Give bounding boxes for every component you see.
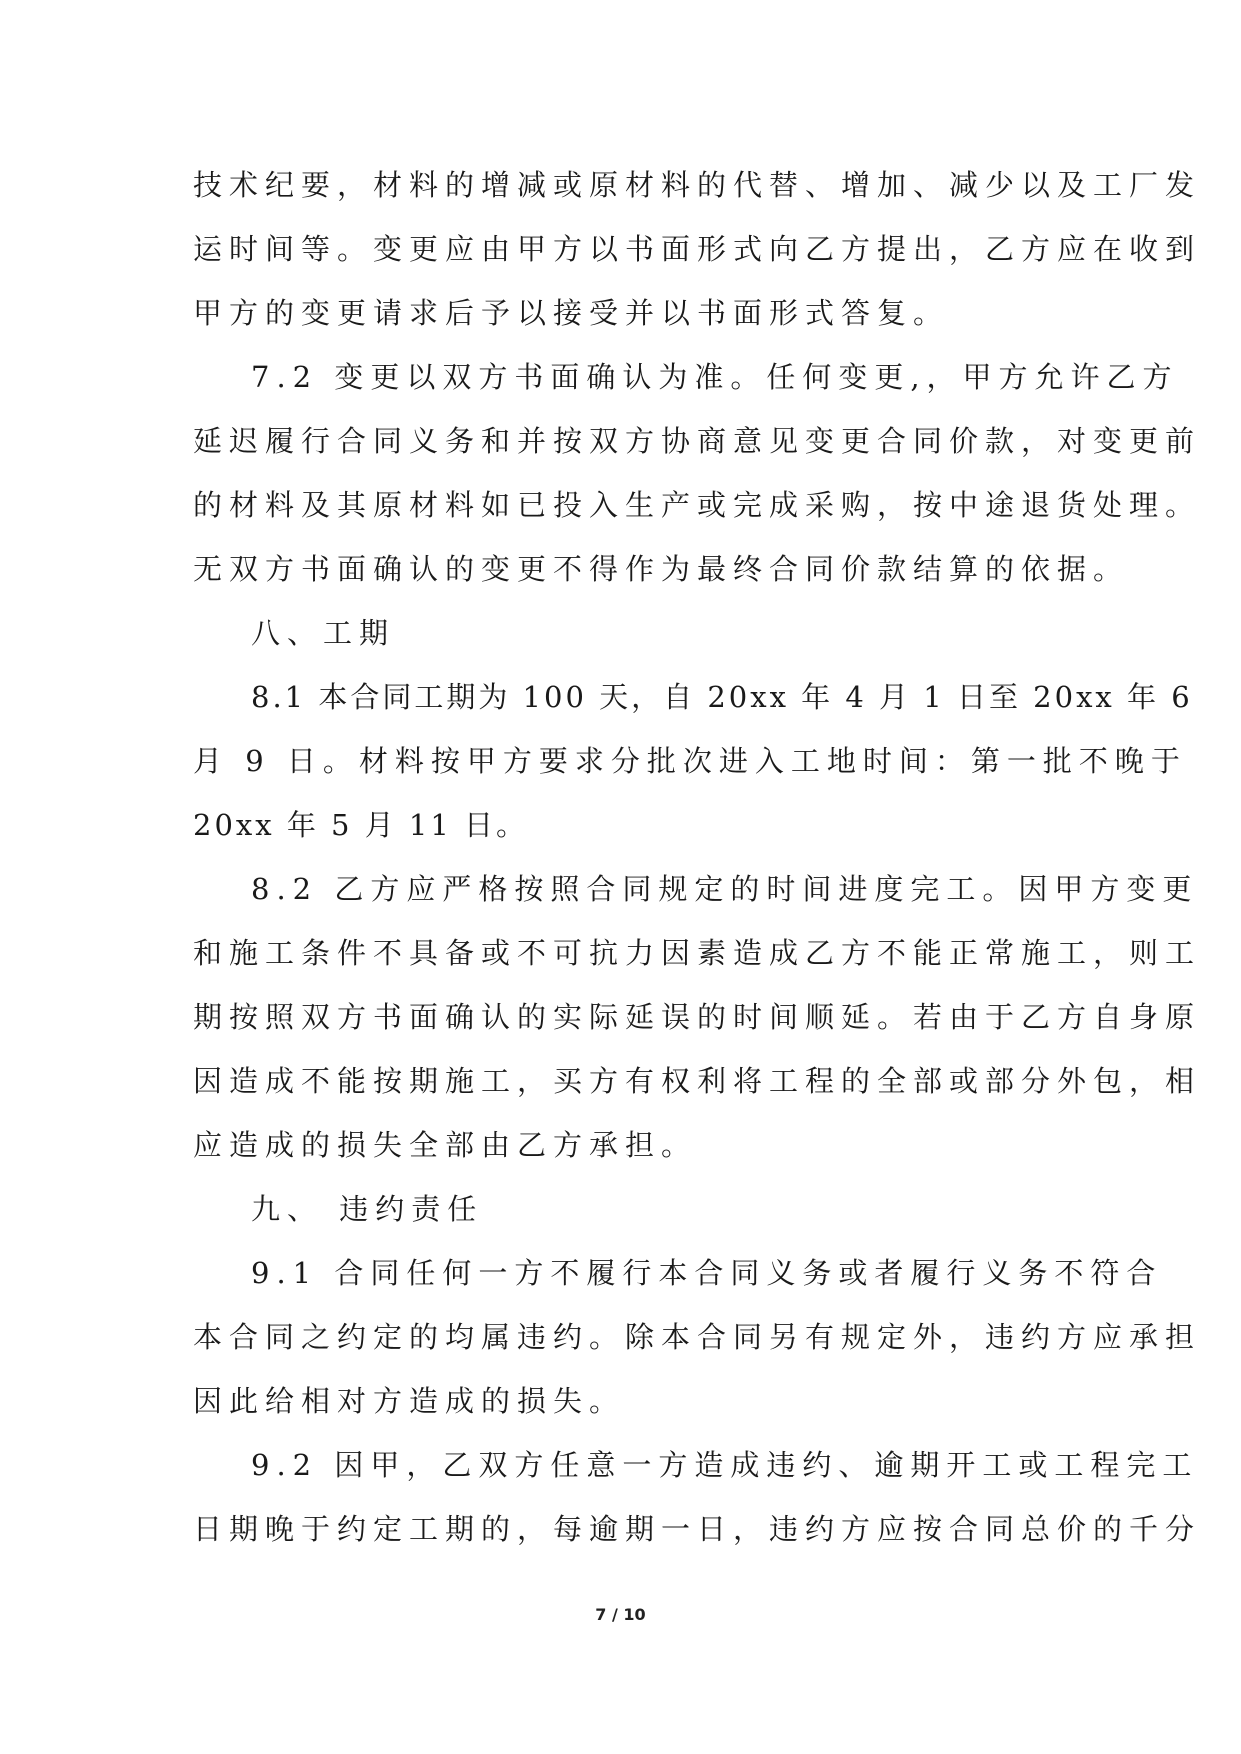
text-line: 应造成的损失全部由乙方承担。 <box>193 1128 698 1162</box>
text-line: 运时间等。变更应由甲方以书面形式向乙方提出，乙方应在收到 <box>193 232 1202 266</box>
text-line: 日期晚于约定工期的，每逾期一日，违约方应按合同总价的千分 <box>193 1512 1202 1546</box>
section-heading-9: 九、 违约责任 <box>251 1192 484 1226</box>
clause-9-1-start: 9.1 合同任何一方不履行本合同义务或者履行义务不符合 <box>251 1256 1163 1290</box>
text-line: 技术纪要，材料的增减或原材料的代替、增加、减少以及工厂发 <box>193 168 1202 202</box>
section-heading-8: 八、工期 <box>251 616 396 650</box>
document-body <box>193 153 1202 1561</box>
clause-8-1-start: 8.1 本合同工期为 100 天，自 20xx 年 4 月 1 日至 20xx 年 6 <box>251 680 1193 714</box>
text-line: 的材料及其原材料如已投入生产或完成采购，按中途退货处理。 <box>193 488 1202 522</box>
text-line: 因此给相对方造成的损失。 <box>193 1384 626 1418</box>
text-line: 20xx 年 5 月 11 日。 <box>193 808 529 842</box>
text-line: 和施工条件不具备或不可抗力因素造成乙方不能正常施工，则工 <box>193 936 1202 970</box>
clause-7-2-start: 7.2 变更以双方书面确认为准。任何变更,，甲方允许乙方 <box>251 360 1179 394</box>
text-line: 甲方的变更请求后予以接受并以书面形式答复。 <box>193 296 950 330</box>
text-line: 无双方书面确认的变更不得作为最终合同价款结算的依据。 <box>193 552 1130 586</box>
text-line: 因造成不能按期施工，买方有权利将工程的全部或部分外包，相 <box>193 1064 1202 1098</box>
clause-9-2-start: 9.2 因甲，乙双方任意一方造成违约、逾期开工或工程完工 <box>251 1448 1199 1482</box>
text-line: 本合同之约定的均属违约。除本合同另有规定外，违约方应承担 <box>193 1320 1202 1354</box>
text-line: 月 9 日。材料按甲方要求分批次进入工地时间：第一批不晚于 <box>193 744 1187 778</box>
clause-8-2-start: 8.2 乙方应严格按照合同规定的时间进度完工。因甲方变更 <box>251 872 1199 906</box>
text-line: 期按照双方书面确认的实际延误的时间顺延。若由于乙方自身原 <box>193 1000 1202 1034</box>
page-number: 7 / 10 <box>595 1605 646 1624</box>
text-line: 延迟履行合同义务和并按双方协商意见变更合同价款，对变更前 <box>193 424 1202 458</box>
